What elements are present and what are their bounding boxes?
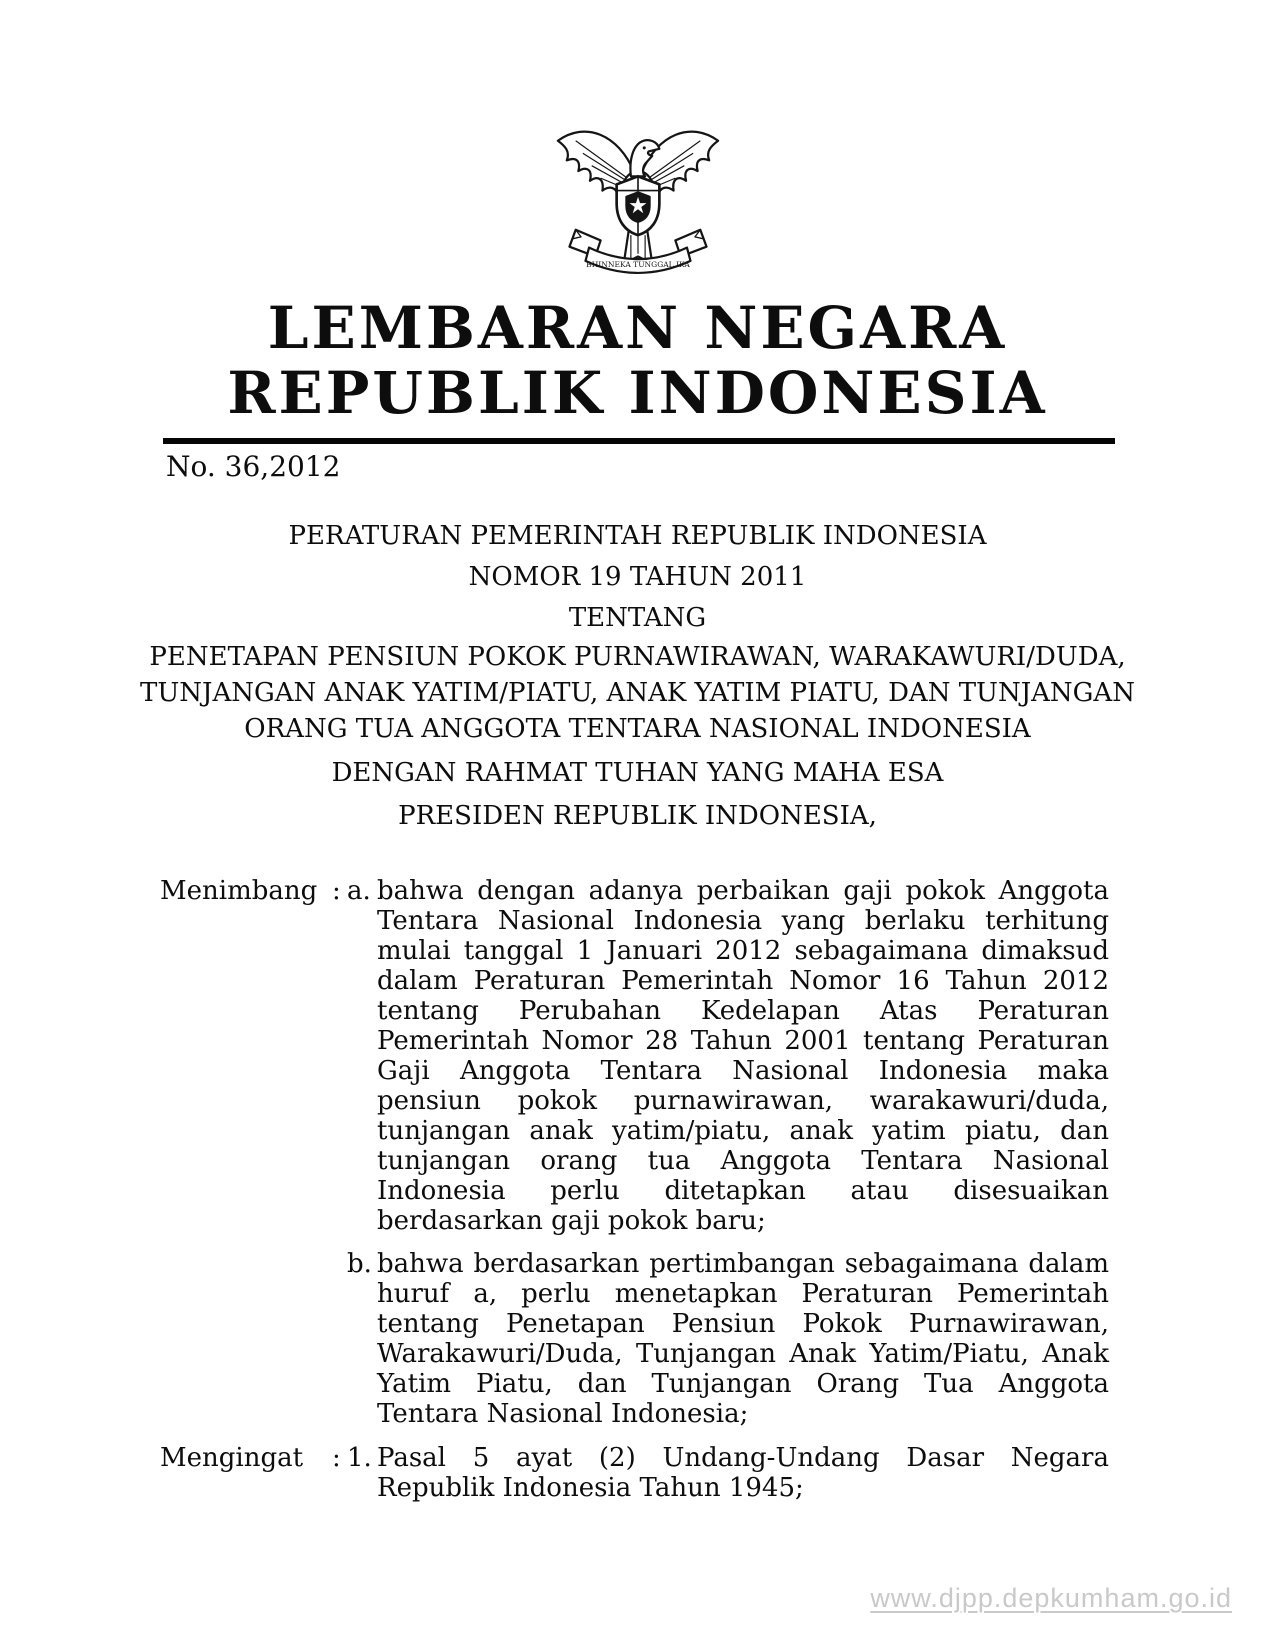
subject-line-3: ORANG TUA ANGGOTA TENTARA NASIONAL INDONESIA bbox=[244, 714, 1031, 744]
subject-line-1: PENETAPAN PENSIUN POKOK PURNAWIRAWAN, WARAKAWURI/DUDA, bbox=[149, 642, 1126, 672]
considerations-label: Menimbang bbox=[160, 876, 318, 906]
authority-line: PRESIDEN REPUBLIK INDONESIA, bbox=[398, 801, 877, 831]
considerations-colon: : bbox=[332, 876, 341, 906]
subject-line-2: TUNJANGAN ANAK YATIM/PIATU, ANAK YATIM PIATU, DAN TUNJANGAN bbox=[140, 678, 1135, 708]
watermark-url: www.djpp.depkumham.go.id bbox=[870, 1583, 1232, 1613]
item-marker-a: a. bbox=[347, 876, 371, 906]
about-label: TENTANG bbox=[568, 603, 707, 633]
regulation-subject bbox=[80, 639, 1195, 747]
legal-basis-colon: : bbox=[332, 1443, 341, 1473]
preamble bbox=[160, 876, 1109, 1503]
garuda-pancasila-emblem bbox=[549, 98, 727, 285]
masthead-title-line1: LEMBARAN NEGARA bbox=[267, 294, 1008, 362]
considerations-text-b: bahwa berdasarkan pertimbangan sebagaimana dalam huruf a, perlu menetapkan Peraturan Pemerintah tentang Penetapan Pensiun Pokok Purnawirawan, Warakawuri/Duda, Tunjangan Anak Yatim/Piatu, Anak Yatim Piatu, dan Tunjangan Orang Tua Anggota Tentara Nasional Indonesia; bbox=[377, 1249, 1109, 1429]
legal-basis-item-1 bbox=[160, 1443, 1109, 1503]
masthead-divider bbox=[163, 438, 1115, 444]
item-marker-b: b. bbox=[347, 1249, 372, 1279]
gazette-number: No. 36,2012 bbox=[166, 450, 341, 483]
masthead-title-line2: REPUBLIK INDONESIA bbox=[227, 359, 1048, 427]
considerations-text-a: bahwa dengan adanya perbaikan gaji pokok Anggota Tentara Nasional Indonesia yang berlaku terhitung mulai tanggal 1 Januari 2012 sebagaimana dimaksud dalam Peraturan Pemerintah Nomor 16 Tahun 2012 tentang Perubahan Kedelapan Atas Peraturan Pemerintah Nomor 28 Tahun 2001 tentang Peraturan Gaji Anggota Tentara Nasional Indonesia maka pensiun pokok purnawirawan, warakawuri/duda, tunjangan anak yatim/piatu, anak yatim piatu, dan tunjangan orang tua Anggota Tentara Nasional Indonesia perlu ditetapkan atau disesuaikan berdasarkan gaji pokok baru; bbox=[377, 876, 1109, 1236]
considerations-item-b bbox=[160, 1249, 1109, 1429]
regulation-type: PERATURAN PEMERINTAH REPUBLIK INDONESIA bbox=[288, 521, 987, 551]
legal-basis-label: Mengingat bbox=[160, 1443, 304, 1473]
garuda-eagle-icon bbox=[549, 98, 727, 285]
considerations-item-a bbox=[160, 876, 1109, 1236]
invocation-line: DENGAN RAHMAT TUHAN YANG MAHA ESA bbox=[331, 758, 944, 788]
regulation-number: NOMOR 19 TAHUN 2011 bbox=[468, 562, 807, 592]
regulation-heading bbox=[80, 516, 1195, 837]
item-marker-1: 1. bbox=[347, 1443, 372, 1473]
legal-basis-text-1: Pasal 5 ayat (2) Undang-Undang Dasar Negara Republik Indonesia Tahun 1945; bbox=[377, 1443, 1109, 1503]
emblem-motto: BHINNEKA TUNGGAL IKA bbox=[585, 260, 690, 270]
masthead bbox=[0, 296, 1275, 426]
